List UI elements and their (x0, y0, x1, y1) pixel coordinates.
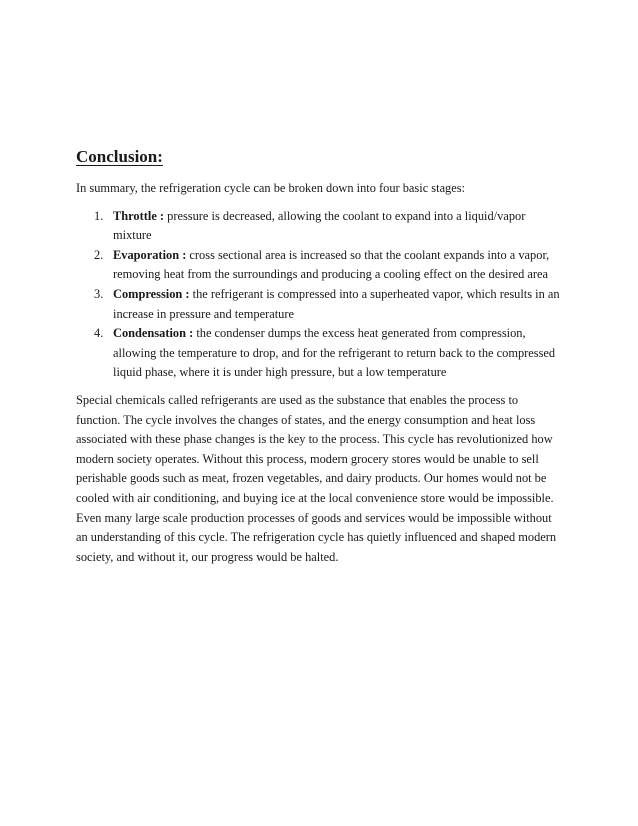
stage-item-throttle (76, 207, 562, 246)
conclusion-heading: Conclusion: (76, 147, 163, 166)
stage-number: 4. (94, 326, 104, 341)
stage-number: 1. (94, 208, 104, 223)
intro-sentence: In summary, the refrigeration cycle can be broken down into four basic stages: (76, 181, 466, 195)
stage-term: Evaporation : (113, 247, 187, 262)
stage-item-compression (76, 285, 562, 324)
stage-number: 3. (94, 286, 104, 301)
stage-description: the refrigerant is compressed into a superheated vapor, which results in an increase in pressure and temperature (113, 286, 560, 321)
stage-description: pressure is decreased, allowing the coolant to expand into a liquid/vapor mixture (113, 208, 526, 243)
stage-number: 2. (94, 247, 104, 262)
stages-list (76, 207, 562, 383)
stage-term: Compression : (113, 286, 190, 301)
stage-description: cross sectional area is increased so that the coolant expands into a vapor, removing heat from the surroundings and producing a cooling effect on the desired area (113, 247, 550, 282)
stage-item-evaporation (76, 246, 562, 285)
stage-description: the condenser dumps the excess heat generated from compression, allowing the temperature to drop, and for the refrigerant to return back to the compressed liquid phase, where it is under high pressure, but a low temperature (113, 326, 556, 380)
stage-item-condensation (76, 324, 562, 383)
stage-term: Condensation : (113, 326, 194, 341)
document-page (76, 146, 562, 567)
summary-paragraph: Special chemicals called refrigerants are used as the substance that enables the process to function. The cycle involves the changes of states, and the energy consumption and heat loss associated with these phase changes is the key to the process. This cycle has revolutionized how modern society operates. Without this process, modern grocery stores would be unable to sell perishable goods such as meat, frozen vegetables, and dairy products. Our homes would not be cooled with air conditioning, and buying ice at the local convenience store would be impossible. Even many large scale production processes of goods and services would be impossible without an understanding of this cycle. The refrigeration cycle has quietly influenced and shaped modern society, and without it, our progress would be halted. (76, 392, 557, 564)
stage-term: Throttle : (113, 208, 165, 223)
